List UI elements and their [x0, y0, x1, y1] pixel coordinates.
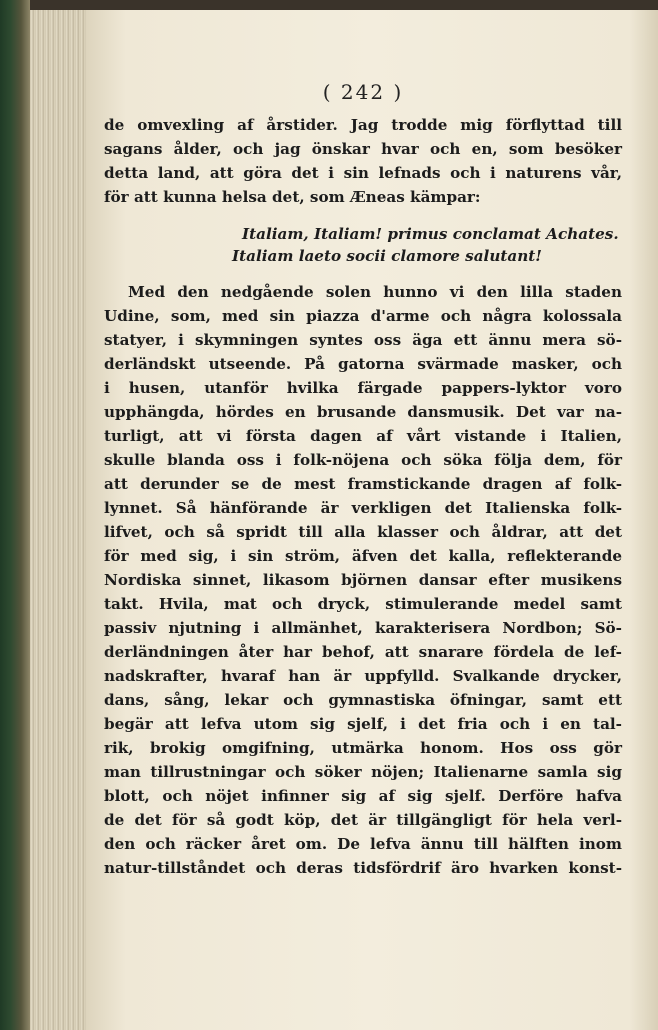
text-line: sagans ålder, och jag önskar hvar och en, som besöker — [104, 140, 622, 158]
text-line: lifvet, och så spridt till alla klasser och åldrar, att det — [104, 523, 622, 541]
text-line: för att kunna helsa det, som Æneas kämpar: — [104, 188, 481, 206]
text-line: detta land, att göra det i sin lefnads och i naturens vår, — [104, 164, 622, 182]
text-line: takt. Hvila, mat och dryck, stimulerande medel samt — [104, 595, 622, 613]
text-line: skulle blanda oss i folk-nöjena och söka följa dem, för — [104, 451, 622, 469]
text-line: dans, sång, lekar och gymnastiska öfningar, samt ett — [104, 691, 622, 709]
text-line: passiv njutning i allmänhet, karakterisera Nordbon; Sö- — [104, 619, 622, 637]
text-line: man tillrustningar och söker nöjen; Italienarne samla sig — [104, 763, 622, 781]
text-line: för med sig, i sin ström, äfven det kalla, reflekterande — [104, 547, 622, 565]
text-line: den och räcker året om. De lefva ännu till hälften inom — [104, 835, 622, 853]
text-line: lynnet. Så hänförande är verkligen det Italienska folk- — [104, 499, 622, 517]
text-line: blott, och nöjet infinner sig af sig sjelf. Derföre hafva — [104, 787, 622, 805]
page-number: ( 242 ) — [322, 80, 404, 104]
quote-line: Italiam laeto socii clamore salutant! — [232, 247, 542, 265]
text-line: begär att lefva utom sig sjelf, i det fria och i en tal- — [104, 715, 622, 733]
text-line: de omvexling af årstider. Jag trodde mig förflyttad till — [104, 116, 622, 134]
text-line: derländningen åter har behof, att snarare fördela de lef- — [104, 643, 622, 661]
quote-line: Italiam, Italiam! primus conclamat Achates. — [242, 225, 619, 243]
text-line: Med den nedgående solen hunno vi den lilla staden — [128, 283, 622, 301]
text-line: statyer, i skymningen syntes oss äga ett ännu mera sö- — [104, 331, 622, 349]
text-block — [104, 0, 622, 1030]
text-line: i husen, utanför hvilka färgade pappers-lyktor voro — [104, 379, 622, 397]
text-line: derländskt utseende. På gatorna svärmade masker, och — [104, 355, 622, 373]
page-stack-edge — [30, 0, 86, 1030]
text-line: nadskrafter, hvaraf han är uppfylld. Svalkande drycker, — [104, 667, 622, 685]
text-line: att derunder se de mest framstickande dragen af folk- — [104, 475, 622, 493]
text-line: upphängda, hördes en brusande dansmusik. Det var na- — [104, 403, 622, 421]
text-line: Udine, som, med sin piazza d'arme och några kolossala — [104, 307, 622, 325]
text-line: turligt, att vi första dagen af vårt vistande i Italien, — [104, 427, 622, 445]
text-line: de det för så godt köp, det är tillgängligt för hela verl- — [104, 811, 622, 829]
text-line: rik, brokig omgifning, utmärka honom. Hos oss gör — [104, 739, 622, 757]
book-spine-edge — [0, 0, 30, 1030]
text-line: natur-tillståndet och deras tidsfördrif äro hvarken konst- — [104, 859, 622, 877]
text-line: Nordiska sinnet, likasom björnen dansar efter musikens — [104, 571, 622, 589]
